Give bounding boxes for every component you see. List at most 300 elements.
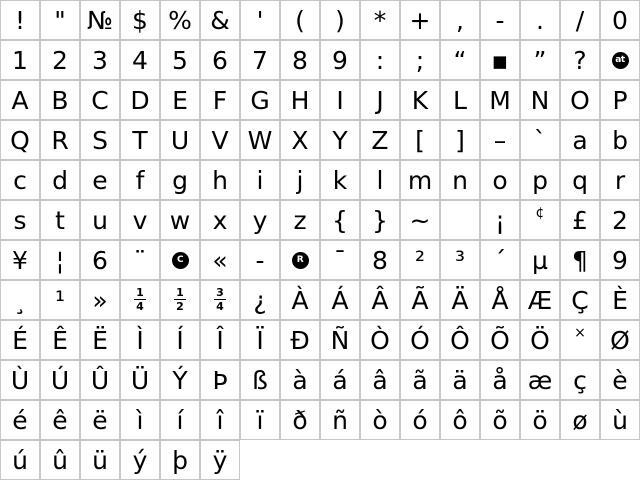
glyph-cell	[240, 120, 280, 160]
glyph-cell	[400, 200, 440, 240]
glyph-cell	[0, 240, 40, 280]
at-sign-badge: at	[612, 52, 629, 69]
glyph: Ò	[370, 325, 390, 355]
glyph: D	[130, 85, 150, 115]
glyph: 8	[292, 45, 308, 75]
glyph-cell	[560, 360, 600, 400]
three-quarters-fraction-cell	[200, 280, 240, 320]
glyph: !	[14, 5, 26, 35]
glyph-cell	[40, 0, 80, 40]
glyph-cell	[480, 240, 520, 280]
copyright-badge-cell	[160, 240, 200, 280]
glyph-cell	[160, 320, 200, 360]
glyph-cell	[480, 320, 520, 360]
glyph: õ	[492, 405, 508, 435]
glyph: *	[373, 5, 387, 35]
glyph: "	[54, 5, 66, 35]
glyph: :	[375, 45, 385, 75]
glyph: ß	[252, 365, 268, 395]
at-sign-badge-cell	[600, 40, 640, 80]
void-cell	[520, 440, 560, 480]
glyph-cell	[0, 80, 40, 120]
glyph: a	[572, 125, 588, 155]
registered-badge-cell	[280, 240, 320, 280]
glyph-cell	[480, 120, 520, 160]
glyph: ü	[92, 445, 108, 475]
glyph-cell	[160, 40, 200, 80]
glyph: Û	[90, 365, 110, 395]
glyph-cell	[240, 240, 280, 280]
glyph: T	[132, 125, 148, 155]
glyph-cell	[560, 400, 600, 440]
glyph: ×	[574, 325, 586, 341]
glyph: »	[92, 285, 108, 315]
glyph: ²	[414, 245, 426, 275]
glyph-cell	[600, 280, 640, 320]
glyph: K	[411, 85, 429, 115]
void-cell	[480, 440, 520, 480]
glyph-cell	[120, 440, 160, 480]
glyph-cell	[240, 280, 280, 320]
glyph: [	[415, 125, 425, 155]
glyph: å	[492, 365, 508, 395]
void-cell	[320, 440, 360, 480]
glyph: s	[13, 205, 27, 235]
glyph-cell	[200, 40, 240, 80]
glyph: Á	[331, 285, 349, 315]
fraction-denominator: 2	[176, 300, 184, 313]
glyph: µ	[532, 245, 548, 275]
glyph: 9	[332, 45, 348, 75]
glyph-cell	[40, 200, 80, 240]
glyph-cell	[320, 120, 360, 160]
glyph-cell	[440, 400, 480, 440]
glyph-cell	[200, 120, 240, 160]
void-cell	[240, 440, 280, 480]
glyph: ,	[456, 5, 464, 35]
glyph: Ó	[410, 325, 430, 355]
glyph: R	[51, 125, 69, 155]
glyph: U	[170, 125, 190, 155]
glyph-cell	[240, 0, 280, 40]
fraction-denominator: 4	[136, 300, 144, 313]
glyph: +	[409, 5, 431, 35]
glyph: C	[91, 85, 109, 115]
glyph-cell	[440, 0, 480, 40]
glyph-cell	[400, 0, 440, 40]
glyph: q	[572, 165, 588, 195]
glyph-cell	[600, 320, 640, 360]
glyph-cell	[400, 120, 440, 160]
void-cell	[400, 440, 440, 480]
glyph-cell	[40, 360, 80, 400]
glyph: ³	[454, 245, 466, 275]
glyph: Æ	[527, 285, 553, 315]
glyph-cell	[240, 320, 280, 360]
glyph: þ	[172, 445, 188, 475]
glyph-cell	[520, 320, 560, 360]
glyph: i	[256, 165, 264, 195]
glyph: Ï	[256, 325, 264, 355]
glyph: 7	[252, 45, 268, 75]
glyph-cell	[480, 200, 520, 240]
glyph-cell	[280, 400, 320, 440]
glyph-cell	[560, 40, 600, 80]
glyph-cell	[360, 40, 400, 80]
glyph: ë	[92, 405, 108, 435]
glyph: Ú	[50, 365, 70, 395]
glyph: ]	[455, 125, 465, 155]
glyph: Ñ	[330, 325, 350, 355]
glyph: N	[530, 85, 550, 115]
glyph-cell	[480, 400, 520, 440]
glyph-cell	[80, 80, 120, 120]
glyph-cell	[80, 120, 120, 160]
empty-cell	[440, 200, 480, 240]
glyph: L	[453, 85, 467, 115]
void-cell	[440, 440, 480, 480]
glyph-cell	[80, 160, 120, 200]
glyph-cell	[320, 360, 360, 400]
glyph: 0	[612, 5, 628, 35]
glyph-cell	[200, 0, 240, 40]
glyph: l	[376, 165, 384, 195]
glyph: ¥	[12, 245, 28, 275]
glyph-cell	[360, 160, 400, 200]
glyph: ô	[452, 405, 468, 435]
glyph: u	[92, 205, 108, 235]
void-cell	[560, 440, 600, 480]
glyph: {	[332, 205, 348, 235]
glyph: Í	[176, 325, 184, 355]
glyph: ì	[136, 405, 144, 435]
glyph-cell	[200, 440, 240, 480]
glyph: `	[533, 125, 547, 155]
glyph: â	[372, 365, 388, 395]
glyph-cell	[280, 360, 320, 400]
glyph-cell	[360, 80, 400, 120]
glyph: «	[212, 245, 228, 275]
glyph: ”	[533, 45, 547, 75]
glyph-cell	[400, 400, 440, 440]
glyph: Þ	[212, 365, 228, 395]
glyph-cell	[160, 120, 200, 160]
glyph-cell	[480, 0, 520, 40]
glyph: Ð	[290, 325, 310, 355]
glyph: 4	[132, 45, 148, 75]
glyph: -	[495, 5, 505, 35]
glyph-cell	[520, 120, 560, 160]
glyph: ¹	[54, 285, 66, 315]
fraction-numerator: 1	[136, 286, 144, 300]
glyph-cell	[520, 200, 560, 240]
glyph-cell	[40, 320, 80, 360]
glyph: 2	[52, 45, 68, 75]
glyph-cell	[120, 160, 160, 200]
glyph: ú	[12, 445, 28, 475]
glyph-cell	[560, 200, 600, 240]
glyph: à	[292, 365, 308, 395]
glyph-cell	[600, 0, 640, 40]
glyph-cell	[120, 40, 160, 80]
glyph-cell	[240, 80, 280, 120]
glyph: ó	[412, 405, 428, 435]
glyph: Ø	[610, 325, 630, 355]
glyph: x	[212, 205, 228, 235]
glyph: ý	[132, 445, 148, 475]
glyph-cell	[520, 400, 560, 440]
glyph: ð	[292, 405, 308, 435]
glyph-cell	[320, 40, 360, 80]
glyph: %	[168, 5, 192, 35]
glyph: á	[332, 365, 348, 395]
glyph-cell	[120, 360, 160, 400]
glyph-cell	[600, 200, 640, 240]
glyph-cell	[40, 440, 80, 480]
glyph-cell	[200, 360, 240, 400]
glyph-cell	[400, 160, 440, 200]
fraction-numerator: 1	[176, 286, 184, 300]
glyph: j	[296, 165, 304, 195]
glyph: û	[52, 445, 68, 475]
one-quarter-fraction-cell	[120, 280, 160, 320]
glyph-cell	[120, 400, 160, 440]
glyph: æ	[527, 365, 553, 395]
glyph-cell	[400, 360, 440, 400]
glyph: I	[336, 85, 344, 115]
glyph: –	[493, 125, 507, 155]
glyph: f	[135, 165, 145, 195]
glyph-cell	[320, 280, 360, 320]
glyph: &	[210, 5, 230, 35]
glyph: '	[256, 5, 264, 35]
glyph-cell	[80, 0, 120, 40]
glyph-cell	[600, 120, 640, 160]
glyph-cell	[160, 200, 200, 240]
glyph: -	[255, 245, 265, 275]
glyph: p	[532, 165, 548, 195]
glyph-cell	[80, 440, 120, 480]
glyph: ´	[493, 245, 507, 275]
glyph: E	[172, 85, 188, 115]
glyph: M	[489, 85, 511, 115]
glyph-cell	[280, 200, 320, 240]
glyph-cell	[400, 80, 440, 120]
glyph-cell	[480, 40, 520, 80]
glyph: ¯	[333, 245, 347, 275]
glyph-cell	[160, 0, 200, 40]
glyph: ñ	[332, 405, 348, 435]
glyph-cell	[200, 160, 240, 200]
glyph: 6	[212, 45, 228, 75]
glyph: o	[492, 165, 508, 195]
glyph-cell	[80, 200, 120, 240]
glyph-cell	[360, 200, 400, 240]
glyph: /	[575, 5, 585, 35]
glyph-cell	[120, 0, 160, 40]
glyph-cell	[360, 400, 400, 440]
glyph-cell	[200, 400, 240, 440]
glyph-cell	[160, 440, 200, 480]
glyph: )	[335, 5, 345, 35]
glyph-cell	[480, 160, 520, 200]
glyph: Ç	[571, 285, 589, 315]
glyph-cell	[40, 40, 80, 80]
glyph-cell	[280, 80, 320, 120]
one-quarter-fraction	[134, 287, 146, 312]
glyph: 5	[172, 45, 188, 75]
glyph-cell	[320, 400, 360, 440]
glyph-cell	[160, 80, 200, 120]
glyph-cell	[120, 240, 160, 280]
glyph-cell	[0, 320, 40, 360]
glyph-cell	[440, 360, 480, 400]
glyph-cell	[360, 360, 400, 400]
glyph-cell	[200, 320, 240, 360]
glyph: ▪	[491, 45, 509, 75]
glyph-cell	[520, 240, 560, 280]
fraction-denominator: 4	[216, 300, 224, 313]
glyph-cell	[600, 240, 640, 280]
glyph-cell	[520, 360, 560, 400]
glyph: H	[290, 85, 310, 115]
glyph-cell	[560, 280, 600, 320]
glyph: ö	[532, 405, 548, 435]
glyph-cell	[480, 360, 520, 400]
glyph-cell	[40, 120, 80, 160]
glyph: ø	[572, 405, 588, 435]
glyph: Z	[371, 125, 389, 155]
glyph: h	[212, 165, 228, 195]
glyph: Y	[332, 125, 348, 155]
glyph: ¨	[133, 245, 147, 275]
glyph: Å	[491, 285, 509, 315]
glyph: 3	[92, 45, 108, 75]
glyph-cell	[0, 360, 40, 400]
glyph-cell	[320, 320, 360, 360]
glyph: Ë	[92, 325, 108, 355]
glyph: 2	[612, 205, 628, 235]
glyph-cell	[320, 240, 360, 280]
glyph-cell	[280, 320, 320, 360]
glyph: (	[295, 5, 305, 35]
glyph: ?	[573, 45, 587, 75]
glyph-cell	[320, 0, 360, 40]
glyph-cell	[200, 200, 240, 240]
glyph-cell	[360, 280, 400, 320]
glyph-cell	[440, 280, 480, 320]
glyph: ¿	[253, 285, 267, 315]
glyph-cell	[600, 360, 640, 400]
glyph-cell	[400, 320, 440, 360]
glyph-cell	[520, 280, 560, 320]
glyph-cell	[560, 320, 600, 360]
glyph-cell	[80, 40, 120, 80]
glyph: Q	[10, 125, 30, 155]
glyph: t	[55, 205, 65, 235]
glyph: V	[211, 125, 229, 155]
glyph-cell	[80, 360, 120, 400]
glyph-cell	[520, 80, 560, 120]
three-quarters-fraction	[214, 287, 226, 312]
glyph: ò	[372, 405, 388, 435]
glyph: n	[452, 165, 468, 195]
glyph: £	[572, 205, 588, 235]
glyph: ;	[415, 45, 425, 75]
glyph: y	[252, 205, 268, 235]
glyph: m	[407, 165, 433, 195]
glyph: Ã	[411, 285, 429, 315]
glyph: k	[332, 165, 348, 195]
glyph-cell	[600, 80, 640, 120]
glyph: №	[86, 5, 113, 35]
glyph-cell	[120, 80, 160, 120]
glyph-cell	[560, 160, 600, 200]
glyph: Ä	[451, 285, 469, 315]
glyph: ï	[256, 405, 264, 435]
glyph: ù	[612, 405, 628, 435]
glyph-cell	[0, 160, 40, 200]
glyph-cell	[40, 400, 80, 440]
glyph: 9	[612, 245, 628, 275]
glyph-cell	[160, 160, 200, 200]
glyph: w	[169, 205, 191, 235]
glyph-cell	[240, 160, 280, 200]
glyph-cell	[240, 200, 280, 240]
glyph: G	[250, 85, 270, 115]
glyph-cell	[520, 40, 560, 80]
glyph-cell	[480, 80, 520, 120]
glyph: c	[13, 165, 27, 195]
glyph: X	[291, 125, 309, 155]
glyph: Ö	[530, 325, 550, 355]
glyph-cell	[280, 280, 320, 320]
registered-badge: R	[292, 252, 309, 269]
glyph-cell	[360, 320, 400, 360]
glyph-cell	[0, 120, 40, 160]
glyph: $	[132, 5, 148, 35]
glyph: Ê	[52, 325, 68, 355]
glyph-cell	[600, 160, 640, 200]
glyph: 8	[372, 245, 388, 275]
glyph-cell	[560, 0, 600, 40]
glyph: é	[12, 405, 28, 435]
glyph-cell	[480, 280, 520, 320]
copyright-badge: C	[172, 252, 189, 269]
glyph-cell	[0, 0, 40, 40]
glyph-cell	[400, 240, 440, 280]
glyph-cell	[280, 0, 320, 40]
glyph-cell	[80, 280, 120, 320]
glyph: W	[247, 125, 273, 155]
glyph-cell	[360, 0, 400, 40]
glyph-cell	[320, 200, 360, 240]
void-cell	[600, 440, 640, 480]
glyph: À	[291, 285, 309, 315]
glyph-cell	[240, 40, 280, 80]
glyph: 6	[92, 245, 108, 275]
glyph-cell	[360, 240, 400, 280]
glyph: ã	[412, 365, 428, 395]
glyph-cell	[80, 320, 120, 360]
glyph: Î	[216, 325, 224, 355]
glyph-cell	[40, 280, 80, 320]
glyph: Ý	[172, 365, 188, 395]
glyph-cell	[80, 400, 120, 440]
glyph-cell	[0, 400, 40, 440]
glyph: ¸	[13, 285, 27, 315]
glyph: ê	[52, 405, 68, 435]
